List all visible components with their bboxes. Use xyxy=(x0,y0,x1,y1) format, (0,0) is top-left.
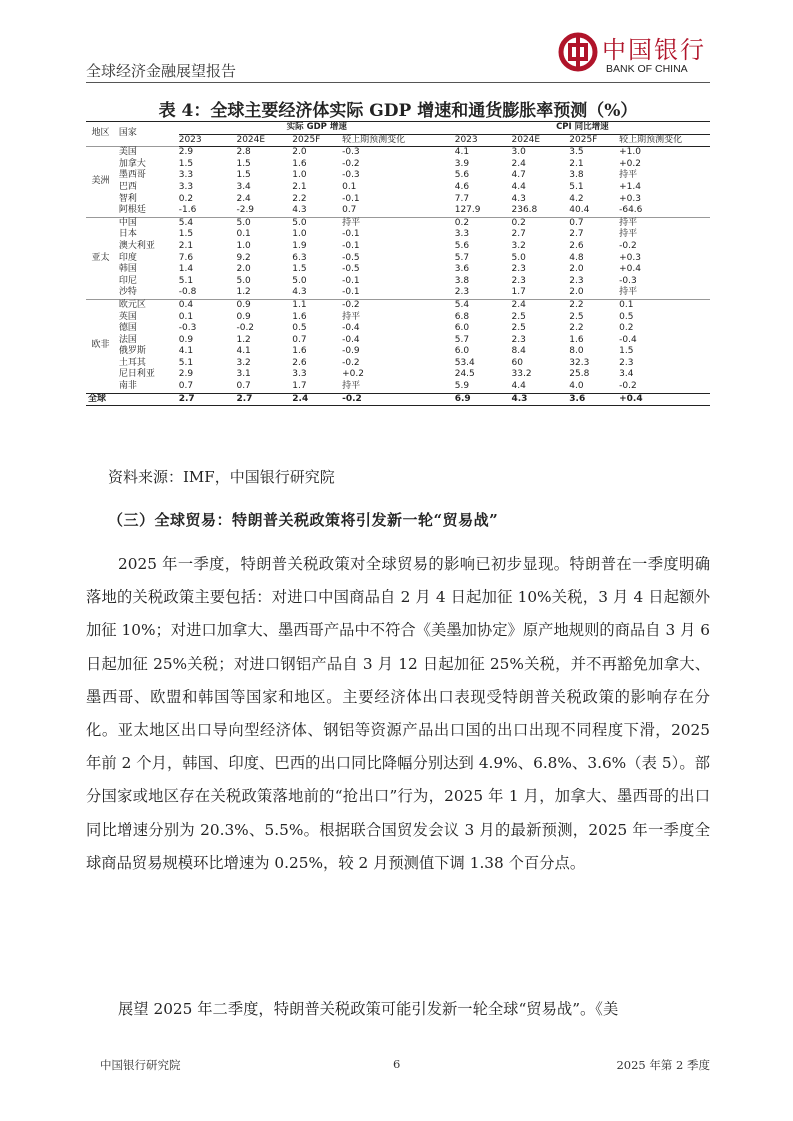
country-name: 欧元区 xyxy=(115,299,179,311)
gdp-cell: 持平 xyxy=(342,217,455,229)
gdp-cell: 1.2 xyxy=(236,334,251,345)
gdp-cell: 3.3 xyxy=(292,369,307,380)
region-americas xyxy=(86,147,710,218)
cpi-cell: 4.6 xyxy=(454,181,470,192)
cell: -0.2 xyxy=(342,393,455,406)
bank-logo xyxy=(558,28,710,80)
cpi-cell: 24.5 xyxy=(454,369,475,380)
gdp-cell: -0.4 xyxy=(342,334,360,345)
cpi-cell: 持平 xyxy=(619,217,710,229)
country-name: 印度 xyxy=(118,252,137,263)
country-name: 墨西哥 xyxy=(118,170,146,181)
cpi-cell: 2.0 xyxy=(569,287,584,298)
cell: 2.7 xyxy=(236,393,292,406)
cpi-cell: 3.2 xyxy=(511,240,526,251)
cpi-cell: 4.4 xyxy=(511,381,526,392)
gdp-cell: 持平 xyxy=(342,311,361,322)
cpi-cell: 3.3 xyxy=(454,229,470,240)
cpi-cell: 2.6 xyxy=(569,240,584,251)
gdp-cell: 2.1 xyxy=(178,240,194,251)
gdp-cell: 1.4 xyxy=(178,264,194,275)
cpi-cell: +0.3 xyxy=(619,193,641,204)
gdp-cell: -0.9 xyxy=(342,346,360,357)
gdp-cell: -0.5 xyxy=(342,252,360,263)
gdp-cell: 2.4 xyxy=(236,193,251,204)
cpi-cell: 4.4 xyxy=(511,181,526,192)
col-country-header: 国家 xyxy=(115,122,179,147)
cpi-cell: 4.0 xyxy=(569,381,584,392)
table-row xyxy=(86,241,710,253)
cpi-cell: 2.2 xyxy=(569,299,619,311)
cpi-cell: 60 xyxy=(511,357,523,368)
cpi-cell: 5.7 xyxy=(454,334,470,345)
cpi-cell: 2.3 xyxy=(511,264,526,275)
cpi-cell: 2.3 xyxy=(454,287,470,298)
table-row xyxy=(86,194,710,206)
cpi-cell: 2.3 xyxy=(511,275,526,286)
cpi-cell: 4.8 xyxy=(569,252,584,263)
gdp-cell: 5.0 xyxy=(292,217,342,229)
cpi-cell: 33.2 xyxy=(511,369,532,380)
gdp-cell: 3.2 xyxy=(236,357,251,368)
cpi-cell: -0.2 xyxy=(619,381,637,392)
cpi-cell: 持平 xyxy=(619,170,638,181)
gdp-cell: 7.6 xyxy=(178,252,194,263)
cpi-cell: -0.2 xyxy=(619,240,637,251)
country-name: 德国 xyxy=(118,323,137,334)
gdp-cell: 3.3 xyxy=(178,181,194,192)
cpi-cell: 2.4 xyxy=(512,299,570,311)
gdp-cell: 0.1 xyxy=(178,311,194,322)
country-name: 阿根廷 xyxy=(118,205,146,216)
gdp-cell: 0.4 xyxy=(179,299,237,311)
gdp-cell: 0.2 xyxy=(178,193,194,204)
table-row xyxy=(86,381,710,393)
global-label: 全球 xyxy=(86,393,179,406)
cpi-cell: 0.5 xyxy=(619,311,634,322)
gdp-cell: 2.6 xyxy=(292,357,307,368)
gdp-cell: -0.3 xyxy=(178,323,197,334)
table-row xyxy=(86,147,710,159)
cpi-cell: +0.2 xyxy=(619,158,641,169)
cpi-cell: 5.6 xyxy=(454,240,470,251)
cpi-cell: 236.8 xyxy=(511,205,538,216)
table-row xyxy=(86,335,710,347)
cpi-cell: 8.0 xyxy=(569,346,584,357)
cpi-cell: 3.8 xyxy=(454,275,470,286)
table-row xyxy=(86,299,710,311)
cpi-cell: 持平 xyxy=(619,229,638,240)
cpi-cell: -0.4 xyxy=(619,334,637,345)
gdp-cell: -0.4 xyxy=(342,323,360,334)
gdp-cell: -2.9 xyxy=(236,205,255,216)
cpi-cell: 6.0 xyxy=(454,346,470,357)
table-row xyxy=(86,229,710,241)
cpi-year-2023: 2023 xyxy=(455,134,512,147)
gdp-cell: 9.2 xyxy=(236,252,251,263)
cpi-cell: 6.0 xyxy=(454,323,470,334)
gdp-cell: 0.1 xyxy=(236,229,251,240)
cpi-cell: 3.4 xyxy=(619,369,634,380)
table-row xyxy=(86,312,710,324)
gdp-cell: -0.3 xyxy=(342,147,455,159)
gdp-cell: 4.3 xyxy=(292,287,307,298)
table-row xyxy=(86,170,710,182)
region-asia-pacific xyxy=(86,217,710,299)
page-number: 6 xyxy=(393,1057,401,1071)
gdp-cell: 0.1 xyxy=(342,181,357,192)
cell: 4.3 xyxy=(512,393,570,406)
table-row xyxy=(86,276,710,288)
body-paragraph-2: 展望 2025 年二季度，特朗普关税政策可能引发新一轮全球“贸易战”。《美 xyxy=(118,1000,619,1018)
country-name: 法国 xyxy=(118,334,137,345)
region-label: 亚太 xyxy=(86,217,115,299)
gdp-cell: -0.2 xyxy=(342,158,360,169)
gdp-cell: 1.5 xyxy=(236,170,251,181)
gdp-cell: 1.0 xyxy=(292,229,307,240)
gdp-cell: 5.4 xyxy=(179,217,237,229)
table-row xyxy=(86,369,710,381)
gdp-cell: -0.1 xyxy=(342,229,360,240)
country-name: 中国 xyxy=(115,217,179,229)
gdp-cell: 5.0 xyxy=(236,217,292,229)
region-europe-africa xyxy=(86,299,710,393)
country-name: 巴西 xyxy=(118,181,137,192)
cpi-cell: 1.6 xyxy=(569,334,584,345)
gdp-cell: -0.1 xyxy=(342,287,360,298)
table-row xyxy=(86,287,710,299)
gdp-cell: -0.5 xyxy=(342,264,360,275)
gdp-cell: -0.1 xyxy=(342,193,360,204)
cpi-cell: +1.0 xyxy=(619,147,710,159)
gdp-cell: -0.2 xyxy=(342,299,455,311)
section-heading: （三）全球贸易：特朗普关税政策将引发新一轮“贸易战” xyxy=(108,511,499,529)
gdp-cell: -1.6 xyxy=(178,205,197,216)
gdp-cell: 0.7 xyxy=(342,205,357,216)
cpi-cell: 2.7 xyxy=(511,229,526,240)
cpi-cell: 2.5 xyxy=(569,311,584,322)
cpi-cell: 32.3 xyxy=(569,357,590,368)
country-name: 俄罗斯 xyxy=(118,346,146,357)
footer-issue: 2025 年第 2 季度 xyxy=(616,1058,710,1072)
logo-chinese-name: 中国银行 xyxy=(602,36,706,64)
table-row xyxy=(86,323,710,335)
gdp-cell: 5.1 xyxy=(178,357,194,368)
gdp-group-header: 实际 GDP 增速 xyxy=(179,122,455,135)
gdp-cell: 5.0 xyxy=(236,275,251,286)
table-row xyxy=(86,264,710,276)
country-name: 日本 xyxy=(118,229,137,240)
country-name: 土耳其 xyxy=(118,357,146,368)
cpi-cell: 2.7 xyxy=(569,229,584,240)
gdp-cell: 2.9 xyxy=(178,369,194,380)
cpi-group-header: CPI 同比增速 xyxy=(455,122,710,135)
country-name: 韩国 xyxy=(118,264,137,275)
gdp-cell: 2.0 xyxy=(236,264,251,275)
body-paragraph-1: 2025 年一季度，特朗普关税政策对全球贸易的影响已初步显现。特朗普在一季度明确落地的关税政策主要包括：对进口中国商品自 2 月 4 日起加征 10%关税，3 月 4 日起额外加征 10%；对进口加拿大、墨西哥产品中不符合《美墨加协定》原产地规则的商品自 3 月 6 日起加征 25%关税；对进口钢铝产品自 3 月 12 日起加征 25%关税，并不再豁免加拿大、墨西哥、欧盟和韩国等国家和地区。主要经济体出口表现受特朗普关税政策的影响存在分化。亚太地区出口导向型经济体、钢铝等资源产品出口国的出口出现不同程度下滑，2025 年前 2 个月，韩国、印度、巴西的出口同比降幅分别达到 4.9%、6.8%、3.6%（表 5）。部分国家或地区存在关税政策落地前的“抢出口”行为，2025 年 1 月，加拿大、墨西哥的出口同比增速分别为 20.3%、5.5%。根据联合国贸发会议 3 月的最新预测，2025 年一季度全球商品贸易规模环比增速为 0.25%，较 2 月预测值下调 1.38 个百分点。 xyxy=(86,555,710,872)
cell: 2.4 xyxy=(292,393,342,406)
cpi-cell: 5.7 xyxy=(454,252,470,263)
country-name: 智利 xyxy=(118,193,137,204)
cpi-cell: 1.7 xyxy=(511,287,526,298)
cpi-cell: 5.0 xyxy=(511,252,526,263)
cpi-cell: 2.3 xyxy=(619,357,634,368)
cpi-cell: 2.4 xyxy=(511,158,526,169)
gdp-cell: 2.1 xyxy=(292,181,307,192)
gdp-cell: 6.3 xyxy=(292,252,307,263)
cpi-cell: 2.3 xyxy=(569,275,584,286)
cpi-cell: 4.2 xyxy=(569,193,584,204)
gdp-cell: 1.5 xyxy=(178,158,194,169)
cpi-cell: 3.6 xyxy=(454,264,470,275)
gdp-cell: 0.7 xyxy=(236,381,251,392)
cpi-cell: 0.1 xyxy=(619,299,710,311)
gdp-cell: 4.1 xyxy=(178,346,194,357)
table-row xyxy=(86,182,710,194)
logo-english-name: BANK OF CHINA xyxy=(606,63,688,75)
gdp-cell: -0.1 xyxy=(342,275,360,286)
country-name: 加拿大 xyxy=(118,158,146,169)
gdp-cell: -0.2 xyxy=(342,357,360,368)
cpi-cell: 0.2 xyxy=(619,323,634,334)
cpi-cell: 0.2 xyxy=(455,217,512,229)
gdp-cell: 2.8 xyxy=(236,147,292,159)
gdp-cell: 0.7 xyxy=(178,381,194,392)
gdp-cell: 1.0 xyxy=(292,170,307,181)
cpi-change-header: 较上期预测变化 xyxy=(619,134,710,147)
cpi-cell: 0.7 xyxy=(569,217,619,229)
gdp-cell: +0.2 xyxy=(342,369,364,380)
gdp-cell: 5.1 xyxy=(178,275,194,286)
gdp-cell: 0.9 xyxy=(178,334,194,345)
gdp-cell: 3.4 xyxy=(236,181,251,192)
table-row-global xyxy=(86,393,710,406)
region-label: 欧非 xyxy=(86,299,115,393)
table-row xyxy=(86,358,710,370)
table-row xyxy=(86,205,710,217)
gdp-cell: -0.2 xyxy=(236,323,255,334)
cpi-cell: 25.8 xyxy=(569,369,590,380)
cpi-cell: 持平 xyxy=(619,287,638,298)
gdp-cell: 2.0 xyxy=(292,147,342,159)
country-name: 印尼 xyxy=(118,275,137,286)
gdp-cell: 1.0 xyxy=(236,240,251,251)
gdp-cell: 1.6 xyxy=(292,158,307,169)
gdp-cell: 1.6 xyxy=(292,346,307,357)
gdp-cell: 4.1 xyxy=(236,346,251,357)
gdp-cell: 1.5 xyxy=(178,229,194,240)
forecast-table xyxy=(86,121,710,406)
cpi-year-2025f: 2025F xyxy=(569,134,619,147)
cpi-cell: 5.1 xyxy=(569,181,584,192)
gdp-cell: 4.3 xyxy=(292,205,307,216)
cpi-cell: 6.8 xyxy=(454,311,470,322)
cpi-cell: 2.5 xyxy=(511,323,526,334)
gdp-cell: 0.7 xyxy=(292,334,307,345)
cpi-cell: 3.9 xyxy=(454,158,470,169)
gdp-cell: 0.5 xyxy=(292,323,307,334)
cpi-cell: 127.9 xyxy=(454,205,481,216)
gdp-cell: 2.9 xyxy=(179,147,237,159)
cpi-cell: 53.4 xyxy=(454,357,475,368)
cpi-cell: 2.5 xyxy=(511,311,526,322)
table-row xyxy=(86,159,710,171)
cpi-cell: 3.5 xyxy=(569,147,619,159)
cpi-cell: 8.4 xyxy=(511,346,526,357)
region-label: 美洲 xyxy=(86,147,115,218)
cpi-cell: 4.1 xyxy=(455,147,512,159)
footer-organization: 中国银行研究院 xyxy=(100,1058,181,1072)
gdp-cell: 1.2 xyxy=(236,287,251,298)
gdp-cell: 1.1 xyxy=(292,299,342,311)
gdp-cell: 1.7 xyxy=(292,381,307,392)
cpi-cell: 4.3 xyxy=(511,193,526,204)
cpi-cell: 2.0 xyxy=(569,264,584,275)
cpi-cell: 5.9 xyxy=(454,381,470,392)
gdp-change-header: 较上期预测变化 xyxy=(342,134,455,147)
cpi-cell: 3.0 xyxy=(512,147,570,159)
cpi-cell: 1.5 xyxy=(619,346,634,357)
cpi-cell: +1.4 xyxy=(619,181,641,192)
gdp-cell: 5.0 xyxy=(292,275,307,286)
cpi-cell: 2.2 xyxy=(569,323,584,334)
country-name: 英国 xyxy=(118,311,137,322)
cell: 3.6 xyxy=(569,393,619,406)
gdp-cell: 1.5 xyxy=(292,264,307,275)
country-name: 沙特 xyxy=(118,287,137,298)
cpi-cell: -0.3 xyxy=(619,275,637,286)
gdp-cell: 2.2 xyxy=(292,193,307,204)
report-title: 全球经济金融展望报告 xyxy=(86,62,237,80)
gdp-cell: 0.9 xyxy=(236,299,292,311)
table-caption: 表 4：全球主要经济体实际 GDP 增速和通货膨胀率预测（%） xyxy=(158,101,638,121)
cpi-cell: 5.6 xyxy=(454,170,470,181)
table-row xyxy=(86,346,710,358)
gdp-cell: -0.1 xyxy=(342,240,360,251)
cpi-cell: 0.2 xyxy=(512,217,570,229)
cell: 6.9 xyxy=(455,393,512,406)
cpi-cell: 2.1 xyxy=(569,158,584,169)
cpi-year-2024e: 2024E xyxy=(512,134,570,147)
country-name: 尼日利亚 xyxy=(118,369,155,380)
cell: +0.4 xyxy=(619,393,710,406)
table-row xyxy=(86,217,710,229)
gdp-cell: -0.3 xyxy=(342,170,360,181)
cpi-cell: 2.3 xyxy=(511,334,526,345)
gdp-year-2024e: 2024E xyxy=(236,134,292,147)
gdp-year-2025f: 2025F xyxy=(292,134,342,147)
data-source-note: 资料来源：IMF，中国银行研究院 xyxy=(108,468,335,486)
cell: 2.7 xyxy=(179,393,237,406)
country-name: 澳大利亚 xyxy=(118,240,155,251)
col-region-header: 地区 xyxy=(86,122,115,147)
gdp-cell: 1.9 xyxy=(292,240,307,251)
gdp-cell: 3.3 xyxy=(178,170,194,181)
cpi-cell: 3.8 xyxy=(569,170,584,181)
table-row xyxy=(86,253,710,265)
gdp-cell: 3.1 xyxy=(236,369,251,380)
country-name: 美国 xyxy=(115,147,179,159)
cpi-cell: +0.4 xyxy=(619,264,641,275)
gdp-cell: -0.8 xyxy=(178,287,197,298)
cpi-cell: 4.7 xyxy=(511,170,526,181)
gdp-cell: 0.9 xyxy=(236,311,251,322)
cpi-cell: 5.4 xyxy=(455,299,512,311)
cpi-cell: +0.3 xyxy=(619,252,641,263)
header-divider xyxy=(86,82,710,83)
cpi-cell: -64.6 xyxy=(619,205,643,216)
gdp-cell: 1.5 xyxy=(236,158,251,169)
gdp-cell: 持平 xyxy=(342,381,361,392)
country-name: 南非 xyxy=(118,381,137,392)
gdp-year-2023: 2023 xyxy=(179,134,237,147)
boc-emblem-icon xyxy=(558,30,598,74)
cpi-cell: 40.4 xyxy=(569,205,590,216)
cpi-cell: 7.7 xyxy=(454,193,470,204)
gdp-cell: 1.6 xyxy=(292,311,307,322)
